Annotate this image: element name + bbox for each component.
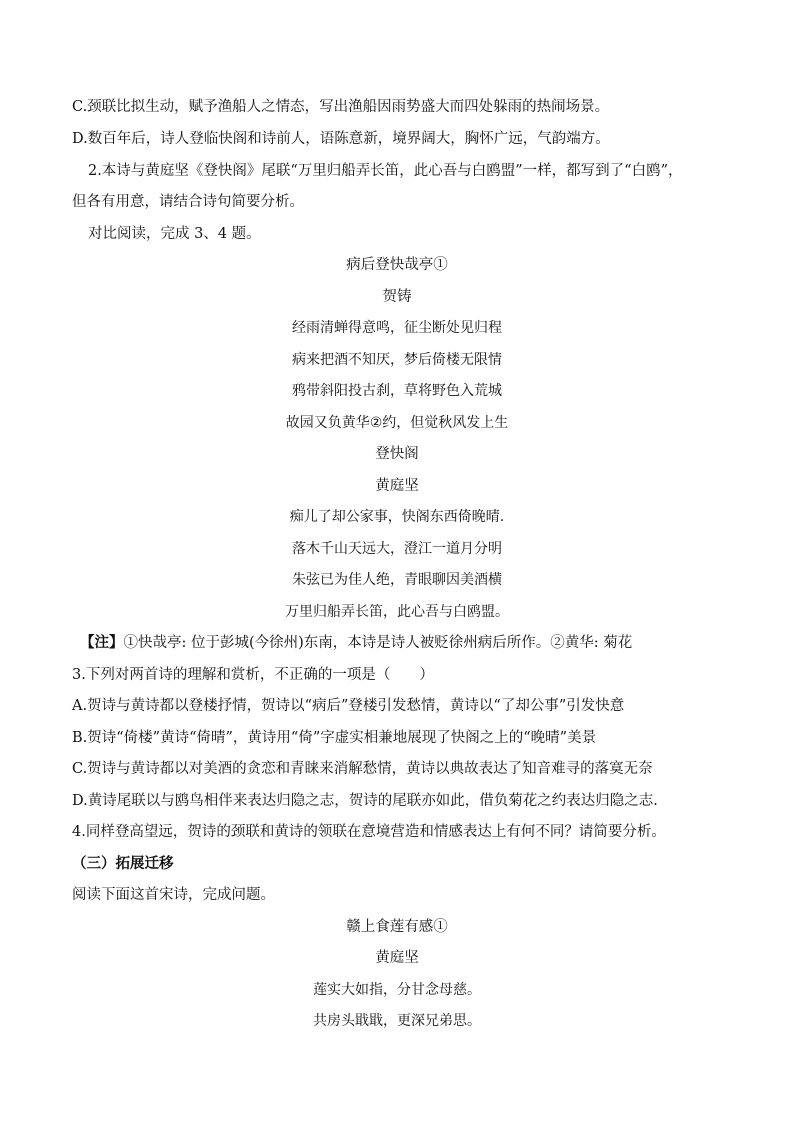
question-2-line-2: 但各有用意，请结合诗句简要分析。 (72, 194, 304, 210)
annotation-note (80, 633, 632, 653)
question-3-option-b: B.贺诗“倚楼”黄诗“倚晴”，黄诗用“倚”字虚实相兼地展现了快阁之上的“晚晴”美景 (72, 730, 597, 746)
question-3-option-d: D.黄诗尾联以与鸥鸟相伴来表达归隐之志，贺诗的尾联亦如此，借负菊花之约表达归隐之志. (72, 793, 658, 809)
poem-3-line: 莲实大如指，分甘念母慈。 (313, 982, 481, 998)
poem-2-line: 落木千山天远大，澄江一道月分明 (292, 541, 502, 557)
poem-3-author: 黄庭坚 (375, 950, 419, 966)
option-d-text: D.数百年后，诗人登临快阁和诗前人，语陈意新，境界阔大，胸怀广远，气韵端方。 (72, 131, 610, 147)
question-2-line-1: 2.本诗与黄庭坚《登快阁》尾联“万里归船弄长笛，此心吾与白鸥盟”一样，都写到了“白鸥”， (88, 163, 683, 179)
compare-reading-intro: 对比阅读，完成 3、4 题。 (88, 226, 261, 242)
poem-2-line: 痴儿了却公家事，快阁东西倚晚晴. (289, 509, 505, 525)
note-text: ①快哉亭: 位于彭城(今徐州)东南，本诗是诗人被贬徐州病后所作。②黄华: 菊花 (123, 635, 633, 651)
poem-1-line: 经雨清蝉得意鸣，征尘断处见归程 (292, 320, 502, 336)
question-3-option-c: C.贺诗与黄诗都以对美酒的贪恋和青睐来消解愁情，黄诗以典故表达了知音难寻的落寞无奈 (72, 761, 653, 777)
poem-2-author: 黄庭坚 (375, 478, 419, 494)
poem-1-line: 病来把酒不知厌，梦后倚楼无限情 (292, 352, 502, 368)
poem-1-line: 故园又负黄华②约，但觉秋风发上生 (285, 415, 509, 431)
note-label: 【注】 (80, 634, 124, 651)
question-4-text: 4.同样登高望远，贺诗的颈联和黄诗的领联在意境营造和情感表达上有何不同？请简要分析。 (72, 824, 666, 840)
section-heading: （三）拓展迁移 (72, 855, 174, 872)
question-3-option-a: A.贺诗与黄诗都以登楼抒情，贺诗以“病后”登楼引发愁情，黄诗以“了却公事”引发快意 (72, 698, 625, 714)
poem-3-title: 赣上食莲有感① (346, 919, 448, 935)
poem-1-line: 鸦带斜阳投古刹，草将野色入荒城 (292, 383, 502, 399)
question-3-stem: 3.下列对两首诗的理解和赏析，不正确的一项是（ ） (72, 667, 434, 683)
section-intro: 阅读下面这首宋诗，完成问题。 (72, 887, 275, 903)
poem-2-line: 万里归船弄长笛，此心吾与白鸥盟。 (285, 604, 509, 620)
poem-1-title: 病后登快哉亭① (346, 257, 448, 273)
poem-3-line: 共房头戢戢，更深兄弟思。 (313, 1013, 481, 1029)
poem-2-line: 朱弦已为佳人绝，青眼聊因美酒横 (292, 572, 502, 588)
poem-2-title: 登快阁 (375, 446, 419, 462)
option-c-text: C.颈联比拟生动，赋予渔船人之情态，写出渔船因雨势盛大而四处躲雨的热闹场景。 (72, 99, 610, 115)
poem-1-author: 贺铸 (382, 289, 412, 305)
